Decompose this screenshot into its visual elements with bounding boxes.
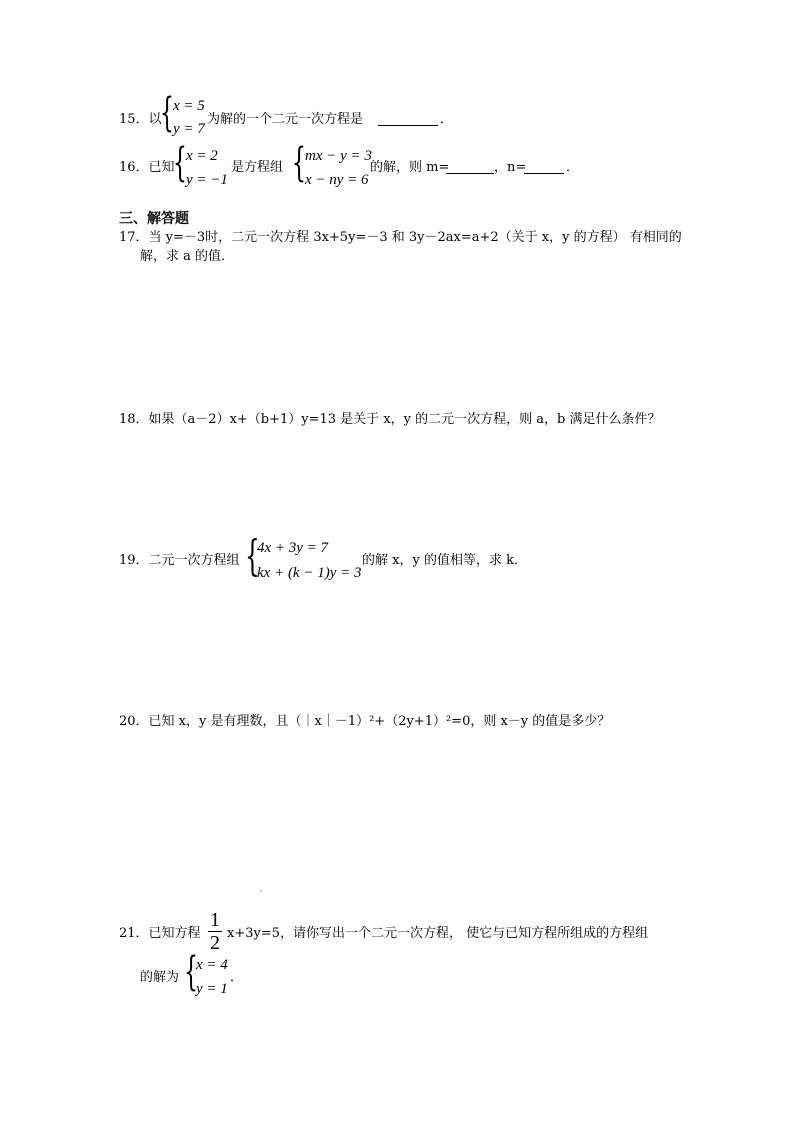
q15-text: 为解的一个二元一次方程是 bbox=[207, 112, 364, 127]
q17-line1: 17．当 y=－3时，二元一次方程 3x+5y=－3 和 3y－2ax=a+2（关于 x，y 的方程） 有相同的 bbox=[119, 230, 682, 245]
q15-number: 15．以 bbox=[119, 112, 162, 127]
q16-text2: ，n= bbox=[494, 160, 527, 175]
fraction-numerator: 1 bbox=[210, 909, 220, 931]
q15-answer-blank[interactable] bbox=[378, 113, 438, 126]
q17-line2: 解，求 a 的值． bbox=[140, 249, 235, 264]
left-brace-icon: { bbox=[292, 140, 306, 186]
q18-text: 18．如果（a－2）x+（b+1）y=13 是关于 x，y 的二元一次方程，则 a，b 满足什么条件？ bbox=[119, 412, 661, 427]
left-brace-icon: { bbox=[160, 90, 174, 136]
q21-line2: 的解为 bbox=[140, 970, 180, 985]
q16-number: 16．已知 bbox=[119, 160, 175, 175]
q21-system-eq1: x = 4 bbox=[196, 957, 228, 973]
q15-system-eq1: x = 5 bbox=[173, 98, 205, 114]
fraction-denominator: 2 bbox=[210, 932, 220, 954]
q20-text: 20．已知 x，y 是有理数，且（｜x｜－1）²+（2y+1）²=0，则 x－y 的值是多少？ bbox=[119, 714, 611, 729]
left-brace-icon: { bbox=[184, 949, 198, 995]
q21-system-eq2: y = 1 bbox=[196, 981, 228, 997]
q16-mid-text: 是方程组 bbox=[231, 160, 284, 175]
q16-end: ． bbox=[566, 160, 580, 175]
q16-system-eq2: x − ny = 6 bbox=[305, 172, 369, 188]
q16-system-eq1: mx − y = 3 bbox=[305, 148, 372, 164]
q16-solution-y: y = −1 bbox=[186, 172, 228, 188]
left-brace-icon: { bbox=[245, 531, 260, 580]
q16-m-answer-blank[interactable] bbox=[446, 161, 494, 174]
stray-mark bbox=[260, 890, 262, 892]
q16-text1: 的解，则 m= bbox=[370, 160, 450, 175]
q15-end: ． bbox=[440, 112, 454, 127]
q19-system-eq1: 4x + 3y = 7 bbox=[257, 540, 329, 556]
q19-system-eq2: kx + (k − 1)y = 3 bbox=[257, 565, 362, 581]
q21-text: x+3y=5，请你写出一个二元一次方程， 使它与已知方程所组成的方程组 bbox=[227, 926, 649, 941]
q21-end: ． bbox=[230, 970, 244, 985]
left-brace-icon: { bbox=[173, 140, 187, 186]
q15-system-eq2: y = 7 bbox=[173, 121, 205, 137]
q19-text: 的解 x，y 的值相等，求 k． bbox=[362, 553, 527, 568]
q21-number: 21．已知方程 bbox=[119, 926, 201, 941]
q19-number: 19．二元一次方程组 bbox=[119, 553, 240, 568]
q16-solution-x: x = 2 bbox=[186, 148, 218, 164]
q16-n-answer-blank[interactable] bbox=[524, 161, 564, 174]
section-heading: 三、解答题 bbox=[119, 211, 189, 227]
